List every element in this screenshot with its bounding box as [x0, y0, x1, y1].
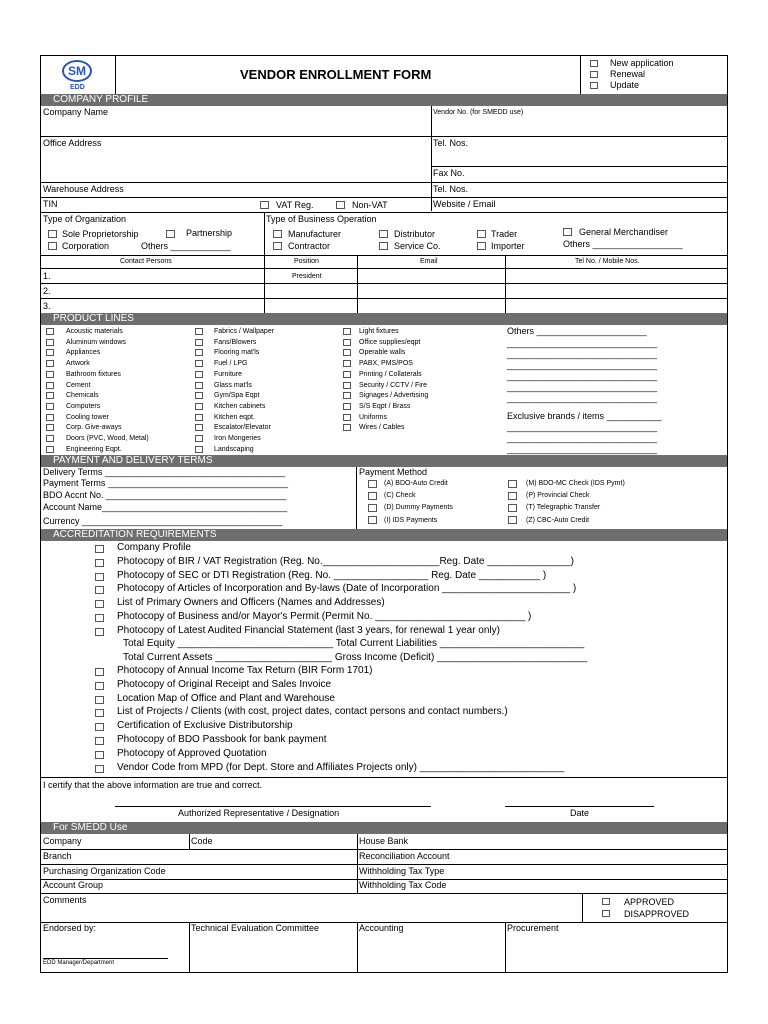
product-blank-line[interactable]: ______________________________ — [507, 422, 658, 432]
section-payment-delivery: PAYMENT AND DELIVERY TERMS — [41, 455, 727, 467]
logo-sub: EDD — [70, 84, 85, 91]
requirement-label: Photocopy of BDO Passbook for bank payment — [117, 734, 327, 745]
product-line-checkbox[interactable] — [343, 424, 351, 431]
product-line-checkbox[interactable] — [343, 328, 351, 335]
payment-method-option: (A) BDO-Auto Credit — [384, 480, 448, 487]
requirement-label: Photocopy of Original Receipt and Sales Invoice — [117, 678, 332, 690]
biz-others-field[interactable]: Others __________________ — [563, 239, 683, 249]
org-type-label: Type of Organization — [43, 214, 127, 224]
warehouse-address-field[interactable]: Warehouse Address — [43, 184, 124, 194]
withholding-tax-code-field[interactable]: Withholding Tax Code — [359, 880, 447, 890]
product-line-checkbox[interactable] — [343, 339, 351, 346]
product-blank-line[interactable]: ______________________________ — [507, 349, 658, 359]
provincial-check-checkbox[interactable] — [508, 492, 517, 500]
dummy-payments-checkbox[interactable] — [368, 504, 377, 512]
requirement-label: Photocopy of Latest Audited Financial Statement (last 3 years, for renewal 1 year only) — [117, 624, 500, 636]
section-company-profile: COMPANY PROFILE — [41, 94, 727, 106]
manufacturer-checkbox[interactable] — [273, 230, 282, 238]
partnership-label: Partnership — [186, 228, 233, 238]
sole-proprietorship-checkbox[interactable] — [48, 230, 57, 238]
requirement-checkbox[interactable] — [95, 614, 104, 622]
tec-field[interactable]: Technical Evaluation Committee — [191, 923, 320, 933]
non-vat-checkbox[interactable] — [336, 201, 345, 209]
requirement-label: Certification of Exclusive Distributorship — [117, 720, 293, 732]
product-line-label: S/S Eqpt / Brass — [359, 402, 411, 410]
renewal-label: Renewal — [610, 69, 646, 79]
product-line-checkbox[interactable] — [46, 339, 54, 346]
product-line-label: Cement — [66, 381, 91, 389]
payment-terms-field[interactable]: Payment Terms ____________________________________ — [43, 478, 289, 488]
website-field[interactable]: Website / Email — [433, 199, 496, 209]
sole-proprietorship-label: Sole Proprietorship — [62, 229, 139, 239]
requirement-label: Company Profile — [117, 542, 191, 553]
payment-method-option: (T) Telegraphic Transfer — [526, 504, 601, 511]
product-line-label: Corp. Give-aways — [66, 424, 122, 432]
currency-field[interactable]: Currency ________________________________________ — [43, 516, 283, 526]
update-checkbox[interactable] — [590, 82, 598, 89]
approved-label: APPROVED — [624, 897, 675, 907]
product-line-label: Iron Mongeries — [214, 435, 261, 442]
product-line-label: Wires / Cables — [359, 424, 405, 432]
requirement-checkbox[interactable] — [95, 723, 104, 731]
importer-checkbox[interactable] — [477, 242, 486, 250]
product-line-checkbox[interactable] — [195, 382, 203, 389]
product-line-checkbox[interactable] — [195, 424, 203, 431]
cbc-auto-credit-checkbox[interactable] — [508, 516, 517, 524]
certify-text: I certify that the above information are true and correct. — [43, 780, 263, 790]
product-line-label: Acoustic materials — [66, 328, 123, 335]
disapproved-label: DISAPPROVED — [624, 909, 690, 919]
product-line-label: Appliances — [66, 349, 101, 357]
product-line-checkbox[interactable] — [195, 339, 203, 346]
product-line-checkbox[interactable] — [343, 382, 351, 389]
product-line-label: Furniture — [214, 370, 243, 378]
product-line-label: Computers — [66, 402, 101, 410]
product-blank-line[interactable]: ______________________________ — [507, 360, 658, 370]
requirement-checkbox[interactable] — [95, 696, 104, 704]
tel-nos-2-field[interactable]: Tel. Nos. — [433, 184, 469, 194]
product-line-checkbox[interactable] — [46, 435, 54, 442]
requirement-label: Photocopy of Annual Income Tax Return (BIR Form 1701) — [117, 665, 373, 676]
requirement-label: Photocopy of Articles of Incorporation and By-laws (Date of Incorporation _______________________ ) — [117, 583, 577, 595]
comments-field[interactable]: Comments — [43, 895, 87, 905]
product-line-checkbox[interactable] — [46, 424, 54, 431]
corporation-label: Corporation — [62, 241, 110, 251]
requirement-label: Photocopy of BIR / VAT Registration (Reg. No._____________________Reg. Date _______________) — [117, 555, 574, 567]
importer-label: Importer — [491, 241, 525, 251]
requirement-label: List of Primary Owners and Officers (Names and Addresses) — [117, 597, 385, 609]
vendor-no-field[interactable]: Vendor No. (for SMEDD use) — [433, 109, 524, 116]
product-line-label: Fabrics / Wallpaper — [214, 328, 275, 335]
service-co-checkbox[interactable] — [379, 242, 388, 250]
withholding-tax-type-field[interactable]: Withholding Tax Type — [359, 866, 445, 876]
distributor-checkbox[interactable] — [379, 230, 388, 238]
product-blank-line[interactable]: ______________________________ — [507, 444, 658, 454]
product-line-checkbox[interactable] — [343, 349, 351, 356]
general-merchandiser-checkbox[interactable] — [563, 228, 572, 236]
product-line-checkbox[interactable] — [195, 360, 203, 367]
product-line-checkbox[interactable] — [195, 403, 203, 410]
company-name-field[interactable]: Company Name — [43, 107, 109, 117]
product-line-checkbox[interactable] — [343, 403, 351, 410]
tin-field[interactable]: TIN — [43, 199, 58, 209]
smedd-code-field[interactable]: Code — [191, 836, 213, 846]
renewal-checkbox[interactable] — [590, 71, 598, 78]
requirement-checkbox[interactable] — [95, 559, 104, 567]
total-equity-field[interactable]: Total Equity ____________________________ Total Current Liabilities __________________________ — [123, 638, 585, 649]
product-line-checkbox[interactable] — [343, 371, 351, 378]
product-line-checkbox[interactable] — [46, 349, 54, 356]
account-group-field[interactable]: Account Group — [43, 880, 104, 890]
product-line-label: Uniforms — [359, 413, 388, 421]
service-co-label: Service Co. — [394, 241, 441, 251]
approved-checkbox[interactable] — [602, 898, 610, 905]
product-line-label: Flooring mat'ls — [214, 349, 260, 357]
payment-method-option: (I) IDS Payments — [384, 517, 438, 524]
requirement-checkbox[interactable] — [95, 765, 104, 773]
payment-method-label: Payment Method — [359, 467, 428, 477]
distributor-label: Distributor — [394, 229, 436, 239]
house-bank-field[interactable]: House Bank — [359, 836, 409, 846]
requirement-checkbox[interactable] — [95, 600, 104, 608]
product-line-checkbox[interactable] — [195, 446, 203, 453]
section-smedd-use: For SMEDD Use — [41, 822, 727, 834]
product-line-checkbox[interactable] — [343, 414, 351, 421]
sm-logo: SM — [62, 60, 92, 82]
section-product-lines: PRODUCT LINES — [41, 313, 727, 325]
product-line-label: Escalator/Elevator — [214, 424, 271, 432]
bdo-auto-credit-checkbox[interactable] — [368, 480, 377, 488]
requirement-label: Photocopy of Approved Quotation — [117, 747, 267, 759]
product-line-label: Operable walls — [359, 349, 406, 357]
contractor-checkbox[interactable] — [273, 242, 282, 250]
delivery-terms-field[interactable]: Delivery Terms ____________________________________ — [43, 467, 286, 477]
product-line-checkbox[interactable] — [195, 392, 203, 399]
position-header: Position — [294, 258, 319, 265]
product-line-checkbox[interactable] — [195, 435, 203, 442]
partnership-checkbox[interactable] — [166, 230, 175, 238]
endorsed-by-field[interactable]: Endorsed by: — [43, 923, 97, 933]
product-line-checkbox[interactable] — [46, 328, 54, 335]
product-line-label: Aluminum windows — [66, 338, 126, 346]
product-blank-line[interactable]: ______________________________ — [507, 338, 658, 348]
section-accreditation: ACCREDITATION REQUIREMENTS — [41, 529, 727, 541]
product-line-label: Gym/Spa Eqpt — [214, 392, 260, 400]
product-line-checkbox[interactable] — [46, 360, 54, 367]
product-blank-line[interactable]: ______________________________ — [507, 371, 658, 381]
total-current-assets-field[interactable]: Total Current Assets _____________________ Gross Income (Deficit) ___________________________ — [123, 652, 588, 663]
exclusive-brands-field[interactable]: Exclusive brands / items ___________ — [507, 411, 662, 421]
purchasing-org-code-field[interactable]: Purchasing Organization Code — [43, 866, 166, 876]
form-title: VENDOR ENROLLMENT FORM — [240, 67, 432, 82]
requirement-checkbox[interactable] — [95, 628, 104, 636]
contact-row[interactable]: 3. — [43, 301, 51, 311]
accounting-field[interactable]: Accounting — [359, 923, 404, 933]
manufacturer-label: Manufacturer — [288, 229, 342, 239]
branch-field[interactable]: Branch — [43, 851, 72, 861]
product-others-field[interactable]: Others ______________________ — [507, 326, 647, 336]
non-vat-label: Non-VAT — [352, 200, 388, 210]
trader-label: Trader — [491, 229, 518, 239]
email-header: Email — [420, 258, 438, 265]
product-line-label: Artwork — [66, 360, 90, 368]
payment-method-option: (P) Provincial Check — [526, 492, 590, 499]
requirement-checkbox[interactable] — [95, 682, 104, 690]
product-line-checkbox[interactable] — [195, 349, 203, 356]
payment-method-option: (C) Check — [384, 492, 416, 499]
payment-method-option: (Z) CBC-Auto Credit — [526, 517, 590, 524]
product-line-checkbox[interactable] — [195, 328, 203, 335]
product-blank-line[interactable]: ______________________________ — [507, 433, 658, 443]
check-checkbox[interactable] — [368, 492, 377, 500]
product-blank-line[interactable]: ______________________________ — [507, 393, 658, 403]
product-line-checkbox[interactable] — [343, 360, 351, 367]
general-merchandiser-label: General Merchandiser — [579, 227, 669, 237]
contractor-label: Contractor — [288, 241, 331, 251]
product-line-label: Fans/Blowers — [214, 338, 257, 346]
new-application-label: New application — [610, 58, 674, 68]
product-line-label: Glass mat'ls — [214, 381, 252, 389]
product-line-label: Cooling tower — [66, 413, 109, 421]
requirement-label: List of Projects / Clients (with cost, project dates, contact persons and contact numbers.) — [117, 706, 508, 718]
ids-payments-checkbox[interactable] — [368, 516, 377, 524]
product-line-label: Kitchen eqpt. — [214, 413, 255, 421]
product-line-label: Office supplies/eqpt — [359, 338, 421, 346]
president-label: President — [292, 273, 322, 280]
product-line-checkbox[interactable] — [46, 414, 54, 421]
tel-nos-field[interactable]: Tel. Nos. — [433, 138, 469, 148]
product-line-label: Chemicals — [66, 392, 99, 400]
payment-method-option: (D) Dummy Payments — [384, 504, 453, 511]
product-line-label: Landscaping — [214, 445, 254, 453]
biz-op-label: Type of Business Operation — [266, 214, 377, 224]
contact-row[interactable]: 2. — [43, 286, 51, 296]
account-name-field[interactable]: Account Name_____________________________________ — [43, 502, 288, 512]
product-line-checkbox[interactable] — [46, 403, 54, 410]
fax-no-field[interactable]: Fax No. — [433, 168, 465, 178]
requirement-label: Vendor Code from MPD (for Dept. Store and Affiliates Projects only) __________________________ — [117, 761, 565, 773]
requirement-checkbox[interactable] — [95, 737, 104, 745]
disapproved-checkbox[interactable] — [602, 910, 610, 917]
reconciliation-account-field[interactable]: Reconciliation Account — [359, 851, 450, 861]
product-line-label: Printing / Collaterals — [359, 370, 422, 378]
corporation-checkbox[interactable] — [48, 242, 57, 250]
bdo-mc-check-checkbox[interactable] — [508, 480, 517, 488]
product-line-checkbox[interactable] — [343, 392, 351, 399]
org-others-field[interactable]: Others ____________ — [141, 241, 231, 251]
contact-row[interactable]: 1. — [43, 271, 51, 281]
requirement-checkbox[interactable] — [95, 751, 104, 759]
contact-persons-header: Contact Persons — [120, 258, 172, 265]
product-blank-line[interactable]: ______________________________ — [507, 382, 658, 392]
new-application-checkbox[interactable] — [590, 60, 598, 67]
requirement-checkbox[interactable] — [95, 586, 104, 594]
product-line-checkbox[interactable] — [46, 446, 54, 453]
product-line-label: Signages / Advertising — [359, 392, 429, 400]
office-address-field[interactable]: Office Address — [43, 138, 102, 148]
requirement-checkbox[interactable] — [95, 573, 104, 581]
product-line-checkbox[interactable] — [46, 371, 54, 378]
product-line-label: Doors (PVC, Wood, Metal) — [66, 435, 149, 442]
telegraphic-transfer-checkbox[interactable] — [508, 504, 517, 512]
product-line-label: PABX, PMS/POS — [359, 360, 413, 368]
requirement-label: Location Map of Office and Plant and Warehouse — [117, 692, 335, 704]
product-line-label: Engineering Eqpt. — [66, 445, 122, 453]
requirement-checkbox[interactable] — [95, 709, 104, 717]
date-label: Date — [570, 808, 590, 818]
requirement-checkbox[interactable] — [95, 668, 104, 676]
smedd-company-field[interactable]: Company — [43, 836, 82, 846]
requirement-label: Photocopy of SEC or DTI Registration (Reg. No. _________________ Reg. Date ___________ ) — [117, 569, 547, 581]
tel-mobile-header: Tel No. / Mobile Nos. — [575, 258, 640, 265]
product-line-checkbox[interactable] — [195, 371, 203, 378]
product-line-label: Fuel / LPG — [214, 360, 248, 368]
vat-reg-checkbox[interactable] — [260, 201, 269, 209]
product-line-checkbox[interactable] — [46, 392, 54, 399]
vat-reg-label: VAT Reg. — [276, 200, 314, 210]
product-line-checkbox[interactable] — [46, 382, 54, 389]
requirement-checkbox[interactable] — [95, 545, 104, 553]
payment-method-option: (M) BDO-MC Check (IDS Pymt) — [526, 480, 625, 487]
edd-manager-label: EDD Manager/Department — [43, 960, 115, 966]
product-line-checkbox[interactable] — [195, 414, 203, 421]
update-label: Update — [610, 80, 640, 90]
product-line-label: Security / CCTV / Fire — [359, 381, 428, 389]
product-line-label: Kitchen cabinets — [214, 402, 266, 410]
requirement-label: Photocopy of Business and/or Mayor's Permit (Permit No. ___________________________ ) — [117, 611, 532, 622]
trader-checkbox[interactable] — [477, 230, 486, 238]
procurement-field[interactable]: Procurement — [507, 923, 559, 933]
authorized-rep-label: Authorized Representative / Designation — [178, 808, 340, 818]
bdo-account-field[interactable]: BDO Accnt No. ____________________________________ — [43, 490, 287, 500]
product-line-label: Bathroom fixtures — [66, 370, 121, 378]
product-line-label: Light fixtures — [359, 328, 399, 335]
